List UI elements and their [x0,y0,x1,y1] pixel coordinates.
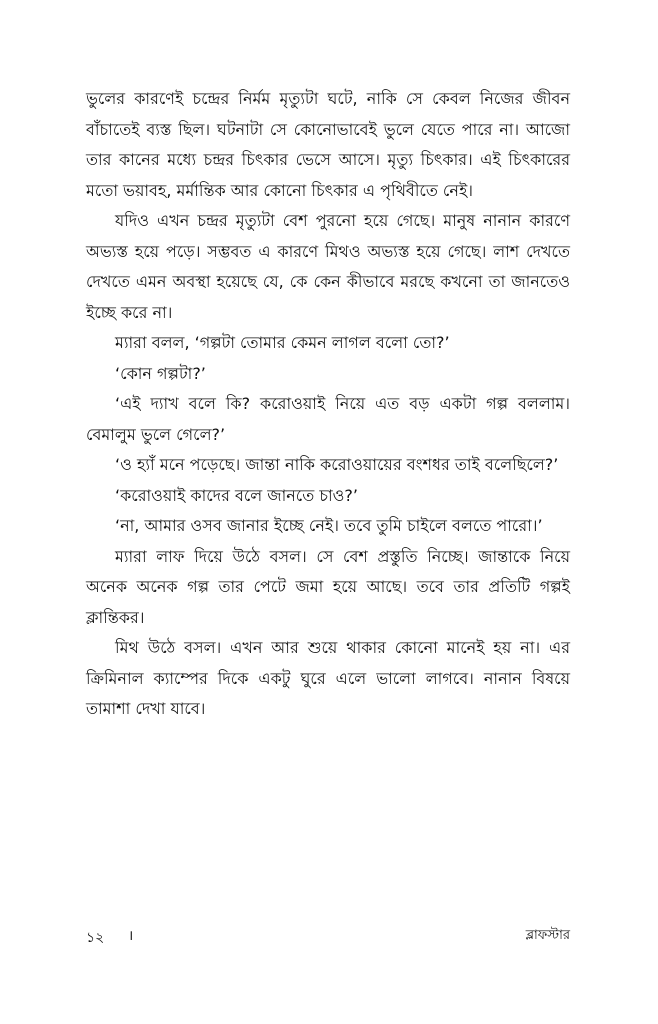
paragraph-8: ‘না, আমার ওসব জানার ইচ্ছে নেই। তবে তুমি চাইলে বলতে পারো।’ [115,516,543,535]
paragraph-6: ‘ও হ্যাঁ মনে পড়েছে। জান্তা নাকি করোওয়ায়ের বংশধর তাই বলেছিলে?’ [115,455,559,474]
paragraph-3: ম্যারা বলল, ‘গল্পটা তোমার কেমন লাগল বলো তো?’ [115,333,450,352]
paragraph-1: ভুলের কারণেই চন্দ্রের নির্মম মৃত্যুটা ঘটে, নাকি সে কেবল নিজের জীবন বাঁচাতেই ব্যস্ত ছিল। ঘটনাটা সে কোনোভাবেই ভুলে যেতে পারে না। আজো তার কানের মধ্যে চন্দ্রর চিৎকার ভেসে আসে। মৃত্যু চিৎকার। এই চিৎকারের মতো ভয়াবহ, মর্মান্তিক আর কোনো চিৎকার এ পৃথিবীতে নেই। [86,89,570,200]
page-body [86,84,570,725]
footer-separator: । [128,928,134,944]
paragraph-10: মিথ উঠে বসল। এখন আর শুয়ে থাকার কোনো মানেই হয় না। এর ক্রিমিনাল ক্যাম্পের দিকে একটু ঘুরে এলে ভালো লাগবে। নানান বিষয়ে তামাশা দেখা যাবে। [86,638,570,718]
paragraph-7: ‘করোওয়াই কাদের বলে জানতে চাও?’ [115,485,358,505]
page-footer [86,926,570,950]
paragraph-9: ম্যারা লাফ দিয়ে উঠে বসল। সে বেশ প্রস্তুতি নিচ্ছে। জান্তাকে নিয়ে অনেক অনেক গল্প তার পেটে জমা হয়ে আছে। তবে তার প্রতিটি গল্পই ক্লান্তিকর। [86,546,570,627]
paragraph-2: যদিও এখন চন্দ্রর মৃত্যুটা বেশ পুরনো হয়ে গেছে। মানুষ নানান কারণে অভ্যস্ত হয়ে পড়ে। সম্ভবত এ কারণে মিথও অভ্যস্ত হয়ে গেছে। লাশ দেখতে দেখতে এমন অবস্থা হয়েছে যে, কে কেন কীভাবে মরছে কখনো তা জানতেও ইচ্ছে করে না। [86,211,570,322]
paragraph-5: ‘এই দ্যাখ বলে কি? করোওয়াই নিয়ে এত বড় একটা গল্প বললাম। বেমালুম ভুলে গেলে?’ [86,394,570,444]
running-title: ব্লাফস্টার [525,928,570,943]
paragraph-4: ‘কোন গল্পটা?’ [115,363,206,383]
page-number: ১২ [86,930,105,946]
